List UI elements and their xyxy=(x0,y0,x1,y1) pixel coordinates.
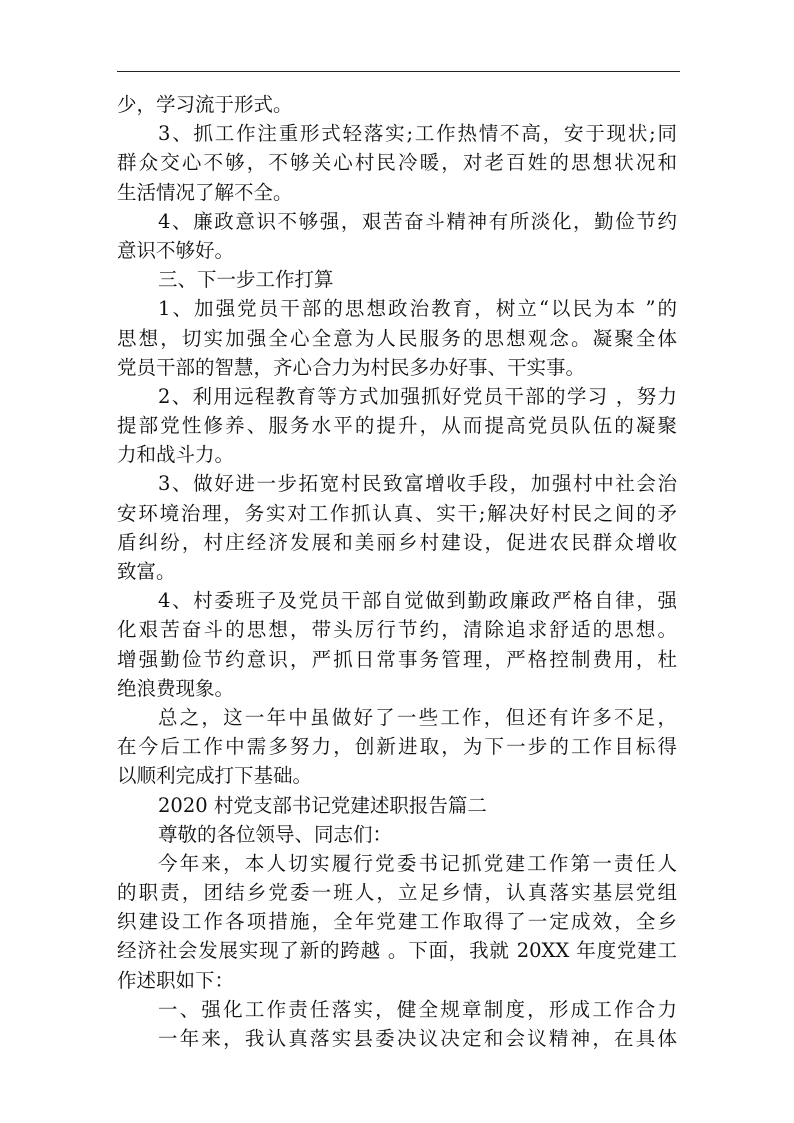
text-line: 生活情况了解不全。 xyxy=(117,180,293,204)
text-line: 思想，切实加强全心全意为人民服务的思想观念。凝聚全体 xyxy=(117,326,677,350)
text-line: 绝浪费现象。 xyxy=(117,676,235,700)
text-line: 盾纠纷，村庄经济发展和美丽乡村建设，促进农民群众增收 xyxy=(117,530,677,554)
text-line: 以顺利完成打下基础。 xyxy=(117,764,313,788)
text-line: 的职责，团结乡党委一班人，立足乡情，认真落实基层党组 xyxy=(117,881,677,905)
text-line: 少，学习流于形式。 xyxy=(117,93,293,116)
text-line: 3、做好进一步拓宽村民致富增收手段，加强村中社会治 xyxy=(158,472,677,496)
text-line: 增强勤俭节约意识，严抓日常事务管理，严格控制费用，杜 xyxy=(117,647,677,671)
text-line: 2020 村党支部书记党建述职报告篇二 xyxy=(158,793,487,817)
text-line: 提部党性修养、服务水平的提升，从而提高党员队伍的凝聚 xyxy=(117,414,677,438)
text-line: 2、利用远程教育等方式加强抓好党员干部的学习 ，努力 xyxy=(158,384,677,408)
text-line: 4、村委班子及党员干部自觉做到勤政廉政严格自律，强 xyxy=(158,589,677,613)
text-line: 群众交心不够，不够关心村民冷暖，对老百姓的思想状况和 xyxy=(117,151,677,175)
text-line: 一、强化工作责任落实，健全规章制度，形成工作合力 xyxy=(158,997,677,1021)
text-line: 在今后工作中需多努力，创新进取，为下一步的工作目标得 xyxy=(117,735,677,759)
text-line: 3、抓工作注重形式轻落实;工作热情不高，安于现状;同 xyxy=(158,122,677,146)
text-line: 织建设工作各项措施，全年党建工作取得了一定成效，全乡 xyxy=(117,910,677,934)
text-line: 今年来，本人切实履行党委书记抓党建工作第一责任人 xyxy=(158,851,677,875)
document-body xyxy=(117,90,677,1053)
text-line: 意识不够好。 xyxy=(117,238,235,262)
text-line: 力和战斗力。 xyxy=(117,443,235,467)
text-line: 4、廉政意识不够强，艰苦奋斗精神有所淡化，勤俭节约 xyxy=(158,209,677,233)
header-rule xyxy=(117,71,680,72)
text-line: 尊敬的各位领导、同志们： xyxy=(158,822,393,846)
text-line: 1、加强党员干部的思想政治教育，树立“以民为本 ”的 xyxy=(158,297,677,321)
text-line: 经济社会发展实现了新的跨越 。下面，我就 20XX 年度党建工 xyxy=(117,939,677,963)
text-line: 安环境治理，务实对工作抓认真、实干;解决好村民之间的矛 xyxy=(117,501,677,525)
text-line: 党员干部的智慧，齐心合力为村民多办好事、干实事。 xyxy=(117,355,586,379)
text-line: 化艰苦奋斗的思想，带头厉行节约，清除追求舒适的思想。 xyxy=(117,618,677,642)
text-line: 致富。 xyxy=(117,560,176,583)
text-line: 总之，这一年中虽做好了一些工作，但还有许多不足， xyxy=(158,705,677,729)
text-line: 一年来，我认真落实县委决议决定和会议精神，在具体 xyxy=(158,1027,677,1050)
text-line: 作述职如下： xyxy=(117,968,235,992)
text-line: 三、下一步工作打算 xyxy=(158,268,334,292)
